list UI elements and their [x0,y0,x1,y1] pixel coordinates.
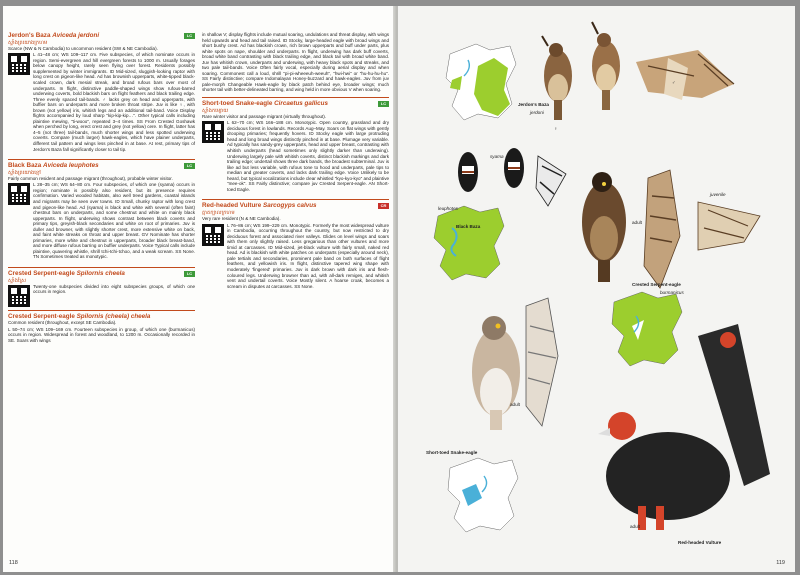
species-entry-crested-serpent-eagle-group [8,313,195,344]
entry-body [202,223,389,294]
plate-label: adult [632,220,642,225]
plate-label: adult [630,524,640,529]
status-badge: LC [378,101,389,107]
right-page-plate [398,6,795,572]
crested-serpent-eagle-illustrations [582,170,760,288]
entry-body [8,284,195,307]
description: L 76–86 cm; WS 199–229 cm. Monotypic. Formerly the most widespread vulture in Cambodia, occurring throughout the country, but now restricted to dry deciduous forest and associated river valleys. Glides on level wings and soars with them only slightly raised. Less gregarious than other vultures and more timid at carcasses. ID Mid-sized, jet-black vulture with fairly small, naked red head. Ad is blackish with white patches on underparts (especially around neck), pale tertials and secondaries, prominent pale band on both surfaces of flight feathers, and yellowish iris. In flight, distinctive tapered wing shape with moderately 'fingered' primaries. Juv is dark brown with dark iris and flesh-coloured legs. Underwing browner than ad, with all-dark remiges, and whitish vent and undertail coverts. Voice Mostly silent. A hoarse croak, becomes a scream in disputes at carcasses. SS None. [227,222,389,289]
plate-label: adult [510,402,520,407]
range-map-crested-serpent-eagle [612,292,682,366]
species-entry-short-toed-snake-eagle [202,100,389,196]
divider [202,199,389,200]
short-toed-snake-eagle-illustrations [472,298,558,430]
species-heading [202,100,389,108]
qr-code-icon[interactable] [8,285,30,307]
species-entry-red-headed-vulture [202,202,389,293]
khmer-name: ត្មាតក្បាលក្រហម [202,209,235,216]
plate-label: jerdoni [530,110,544,115]
scientific-name: Spilornis cheela [76,270,125,277]
species-heading [8,313,195,321]
common-name: Crested Serpent-eagle [8,312,75,320]
text-column-left [8,32,195,347]
scientific-name: Spilornis (cheela) cheela [76,312,151,320]
divider [8,310,195,311]
plate-label: Black Baza [456,224,481,229]
species-heading [8,270,195,278]
scientific-name: Circaetus gallicus [274,100,328,108]
range-map-jerdons-baza [446,44,516,120]
species-entry-jerdons-baza [8,32,195,156]
plate-label: Short-toed Snake-eagle [426,450,478,455]
range-map-black-baza [434,206,504,280]
description: L 62–70 cm; WS 166–188 cm. Monotypic. Open country, grassland and dry deciduous forest in lowlands. Records Aug–May. Soars on flat wings with gently drooping primaries; frequently hovers. ID Stocky eagle with large protruding head and long broad wings distinctly pinched in at base. Plumage very variable. Ad typically has sandy-grey upperparts, head and upper breast, contrasting with whitish underparts (head sometimes only slightly darker than underwing). Underwing largely pale with whitish coverts, distinct blackish markings and dark trailing edge; undertail shows three dark bands, the broadest subterminal. Juv is like ad but less variable, with rufous tone to hood and underparts, pale tips to median and greater coverts, and lacks dark trailing edge. Voice Unlikely to be heard, but typical vocalizations include clear whistled "kyo-kyo-kyo" and plaintive "mee-ok". SS Fairly distinctive; compare juv Crested Serpent-eagle. AN Short-toed Eagle. [227,120,389,192]
page-number: 118 [9,560,18,566]
description: L 50–74 cm; WS 109–169 cm. Fourteen subspecies in group, of which one (burmanicus) occurs in region. Widespread in forest and woodland, to 1200 m. Occasionally recorded in SE. Soars with wings [8,326,195,343]
khmer-name: ស្ទាំងត្រយោងខ្មៅ [8,169,41,176]
entry-body [202,120,389,196]
status-badge: LC [184,271,195,277]
divider [202,97,389,98]
khmer-name: ស្ទាំងត្រយោងក្រហម [8,39,48,46]
plate-label: Jerdon's Baza [518,102,549,107]
entry-body [8,52,195,156]
qr-code-icon[interactable] [8,183,30,205]
qr-code-icon[interactable] [8,53,30,75]
plate-label: leuphotes [438,206,458,211]
range-map-short-toed-snake-eagle [448,458,518,532]
plate-label: ♂ [672,80,676,85]
status-text: Common resident (throughout, except SE Cambodia). [8,320,117,326]
scientific-name: Aviceda jerdoni [52,32,100,39]
description: L 41–48 cm; WS 109–117 cm. Five subspecies, of which nominate occurs in region. Semi-evergreen and hill evergreen forests to 1000 m. Usually forages below canopy height, rarely seen flying over forest. Residents possibly supplemented by winter immigrants. ID Mid-sized, sluggish-looking raptor with long crest on pigeon-like head. Ad has brownish upperparts, white-tipped black-scaled crown, dark mesial streak, and broad rufous bars over most of underparts. In flight, distinctive paddle-shaped wings show rufous-barred underwing coverts, bold blackish bars on flight feathers and black trailing edge. Three evenly spaced tail-bands. ♂ lacks grey on head and upperparts, with buffier bars on underparts and more broken throat stripe. Juv is like ♀, with brown (not yellow) iris, whitish legs and an additional tail-band. Voice Display flights accompanied by loud sharp "kip-kip-kip…". Other typical calls including plaintive mewing, "ti-wooo", repeated 3–4 times. SS From Crested Goshawk when perched by long, erect crest and grey (not yellow) cere. In flight, latter has 4–5 (not three) tail-bands, much shorter wings and less spotted underwing coverts. Compare (much larger) hawk-eagles, which have plainer underparts, different tail pattern and wings less pinched in at base. At rest, primary tips of Jerdon's Baza fall significantly closer to tail tip. [33,52,195,152]
common-name: Red-headed Vulture [202,202,262,210]
common-name: Crested Serpent-eagle [8,270,75,277]
scientific-name: Aviceda leuphotes [43,162,99,170]
status-text: Fairly common resident and passage migrant (throughout), probable winter visitor. [8,175,173,181]
qr-code-icon[interactable] [202,121,224,143]
divider [8,267,195,268]
left-page [3,6,396,572]
text-column-right [202,32,389,293]
plate-label: Crested Serpent-eagle [632,282,681,287]
status-badge: CR [378,203,389,209]
khmer-name: ស្ទាំងស្រែ [8,277,27,284]
page-number: 119 [776,560,785,566]
plate-label: Red-headed Vulture [678,540,722,545]
common-name: Short-toed Snake-eagle [202,100,273,108]
description: Twenty-one subspecies divided into eight subspecies groups, of which one occurs in region. [33,283,195,295]
status-badge: LC [184,163,195,169]
plate-label: burmanicus [660,290,684,295]
species-heading [202,202,389,210]
entry-body [8,182,195,264]
status-text: Rare winter visitor and passage migrant (virtually throughout). [202,113,327,119]
plate-label: syama [490,154,504,159]
scientific-name: Sarcogyps calvus [263,202,317,210]
plate-label: ♀ [554,126,558,131]
species-heading [8,32,195,40]
plate-illustration [398,6,795,572]
plate-label: juvenile [710,192,726,197]
species-heading [8,162,195,170]
species-entry-crested-serpent-eagle [8,270,195,307]
jerdons-baza-illustrations [542,22,734,120]
divider [8,159,195,160]
status-text: Scarce (NW & N Cambodia) to uncommon resident (SW & NE Cambodia). [8,45,158,51]
qr-code-icon[interactable] [202,224,224,246]
black-baza-illustrations [458,148,566,206]
common-name: Black Baza [8,162,42,170]
description: L 28–35 cm; WS 64–80 cm. Four subspecies, of which one (syama) occurs in region; nominate is possibly also resident, but its presence requires confirmation. Varied wooded habitats, also well treed gardens, coastal islands and migrants may be seen over towns. ID Small, chunky raptor with long crest and pigeon-like head. Ad (syama) is black and white with several (often faint) chestnut bars on underparts, and some chestnut and white on mainly black upperparts. In flight, underwing shows contrast between black coverts and primary tips, greyish-black secondaries and white on root of primaries. Juv is duller and browner, with slightly shorter crest, more extensive white on back, and faint white streaks on throat and upper breast. GV Nominate has shorter primaries, more white and chestnut in upperparts, broader black breast-band, and more diffuse rufous barring on buffier underparts. Voice Typical calls include plaintive, quavering whistle, shrill tchi-tchi-tchoo, and a weak scream. SS None. TN Sometimes treated as monotypic. [33,182,195,260]
continuation-text: in shallow V; display flights include mutual soaring, undulations and threat display, with wings held upwards and head and tail raised. ID Stocky, large-headed eagle with broad wings and short bushy crest. Ad has blackish crown, rich brown upperparts and buff under parts, plus white spots on nape, shoulder and underparts. In flight, underwing has dark buff coverts, broad white band contrasting with black trailing edge, and black tail with broad white band. Juv has whitish crown, underparts and underwing, with heavy black spots and streaks, and two pale tail-bands. Voice Often fairly vocal, especially during aerial display and when soaring. Commonest call a loud, shrill "pi-pi-wheeeuh-weeuh", "hwi-hwi" or "hu-hu-hu-hu". SS Fairly distinctive; compare Indomalayan Honey-buzzard and hawk-eagles. Juv from juv pale-morph Changeable Hawk-eagle by black patch behind eye, broader wings; much shorter tail with better-delineated barring, and wing held in more obvious V when soaring. [202,32,389,93]
khmer-name: ស្ទាំងកម្សោយ [202,107,229,114]
species-entry-black-baza [8,162,195,264]
status-badge: LC [184,33,195,39]
common-name: Jerdon's Baza [8,32,51,39]
status-text: Very rare resident (N & NE Cambodia). [202,216,281,222]
